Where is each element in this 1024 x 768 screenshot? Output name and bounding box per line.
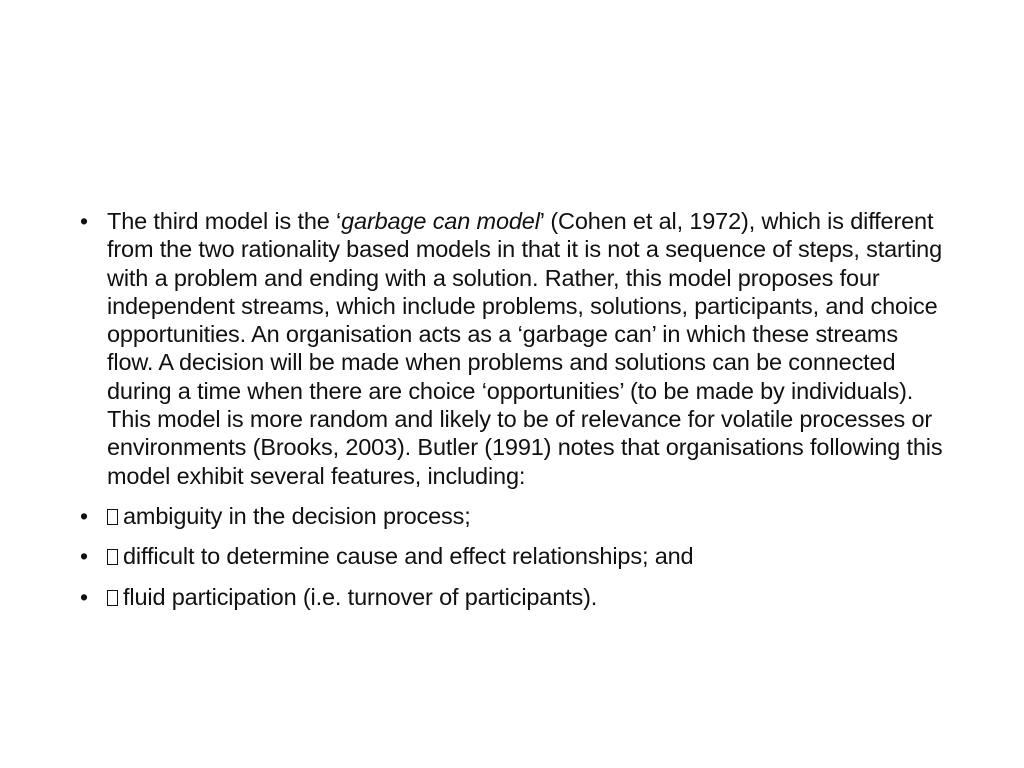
bullet-text — [107, 584, 597, 610]
bullet-text-prefix: The third model is the ‘ — [107, 208, 342, 234]
bullet-item-fluid-participation — [80, 583, 946, 611]
bullet-text — [107, 503, 471, 529]
bullet-item-cause-effect — [80, 542, 946, 570]
bullet-dot-icon: • — [80, 502, 88, 529]
bullet-text — [107, 543, 693, 569]
missing-glyph-icon — [107, 549, 118, 565]
bullet-text-body: difficult to determine cause and effect relationships; and — [123, 543, 694, 570]
bullet-item-ambiguity — [80, 502, 946, 530]
bullet-text-body: ambiguity in the decision process; — [123, 502, 471, 529]
slide-body — [80, 207, 946, 623]
bullet-text-emphasis: garbage can model — [341, 208, 540, 234]
missing-glyph-icon — [107, 590, 118, 606]
bullet-dot-icon: • — [80, 543, 88, 570]
bullet-dot-icon: • — [80, 583, 88, 610]
bullet-list — [80, 207, 946, 611]
missing-glyph-icon — [107, 509, 118, 525]
bullet-dot-icon: • — [80, 208, 88, 234]
bullet-item-garbage-can-model — [80, 207, 946, 490]
bullet-text — [107, 208, 942, 489]
bullet-text-body: fluid participation (i.e. turnover of participants). — [123, 583, 598, 610]
bullet-text-suffix: ’ (Cohen et al, 1972), which is different from the two rationality based models in that it is not a sequence of steps, starting with a problem and ending with a solution. Rather, this model proposes four independent streams, which include problems, solutions, participants, and choice opportunities. An organisation acts as a ‘garbage can’ in which these streams flow. A decision will be made when problems and solutions can be connected during a time when there are choice ‘opportunities’ (to be made by individuals). This model is more random and likely to be of relevance for volatile processes or environments (Brooks, 2003). Butler (1991) notes that organisations following this model exhibit several features, including: — [107, 208, 943, 489]
